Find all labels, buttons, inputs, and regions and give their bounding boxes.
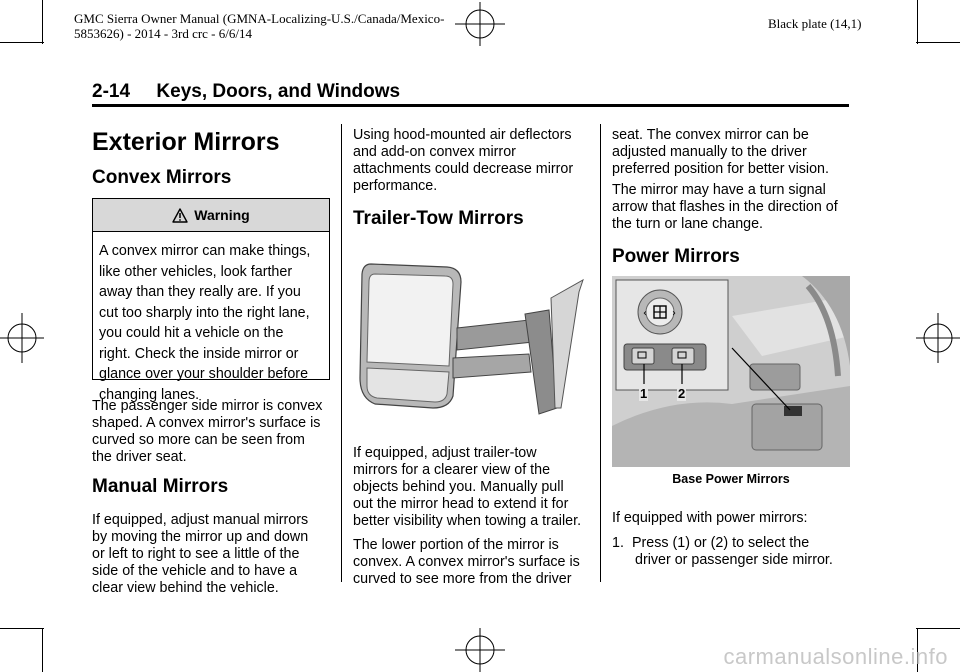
warning-line: changing lanes. xyxy=(99,386,200,403)
text-line: out the mirror head to extend it for xyxy=(353,496,569,512)
text-line: convex. A convex mirror's surface is xyxy=(353,554,580,570)
crop-mark xyxy=(42,0,43,44)
plate-info xyxy=(74,11,444,41)
text-line: by moving the mirror up and down xyxy=(92,529,309,545)
crop-mark xyxy=(42,628,43,672)
page-title: Exterior Mirrors xyxy=(92,128,280,156)
heading-manual-mirrors: Manual Mirrors xyxy=(92,476,229,497)
convex-adjust-paragraph xyxy=(612,127,829,178)
power-mirrors-intro: If equipped with power mirrors: xyxy=(612,510,808,526)
warning-triangle-icon xyxy=(172,208,188,223)
heading-convex-mirrors: Convex Mirrors xyxy=(92,167,232,188)
text-line: If equipped, adjust manual mirrors xyxy=(92,512,309,528)
crop-mark xyxy=(916,42,960,43)
text-line: or left to right to see a little of the xyxy=(92,546,300,562)
text-line: objects behind you. Manually pull xyxy=(353,479,564,495)
warning-line: away than they really are. If you xyxy=(99,284,301,300)
svg-text:›: › xyxy=(672,308,676,319)
plate-line-2: 5853626) - 2014 - 3rd crc - 6/6/14 xyxy=(74,26,252,41)
registration-target-right xyxy=(916,313,960,363)
crop-mark xyxy=(917,0,918,44)
callout-2: 2 xyxy=(678,386,686,401)
warning-line: right. Check the inside mirror or xyxy=(99,345,299,362)
plate-line-1: GMC Sierra Owner Manual (GMNA-Localizing-U.S./Canada/Mexico- xyxy=(74,11,445,26)
figure-caption: Base Power Mirrors xyxy=(672,472,790,486)
turn-signal-paragraph xyxy=(612,182,838,233)
deflector-paragraph xyxy=(353,127,573,195)
trailer-tow-paragraph-1 xyxy=(353,445,581,530)
crop-mark xyxy=(0,628,44,629)
header-rule xyxy=(92,104,849,107)
text-line: the turn or lane change. xyxy=(612,216,764,232)
warning-label: Warning xyxy=(194,207,250,223)
text-line: better visibility when towing a trailer. xyxy=(353,513,582,529)
step-text: Press (1) or (2) to select the xyxy=(632,535,810,551)
text-line: curved so more can be seen from xyxy=(92,432,305,448)
warning-line: cut too sharply into the right lane, xyxy=(99,304,310,321)
text-line: and add-on convex mirror xyxy=(353,144,516,160)
text-line: The lower portion of the mirror is xyxy=(353,537,559,553)
column-divider xyxy=(600,124,601,582)
text-line: arrow that flashes in the direction of xyxy=(612,199,838,215)
warning-header xyxy=(93,199,329,232)
crop-mark xyxy=(916,628,960,629)
text-line: the driver seat. xyxy=(92,449,187,465)
heading-power-mirrors: Power Mirrors xyxy=(612,246,740,267)
convex-paragraph xyxy=(92,398,322,466)
trailer-tow-paragraph-2 xyxy=(353,537,580,588)
warning-text xyxy=(93,232,329,405)
text-line: side of the vehicle and to have a xyxy=(92,563,298,579)
section-header: 2-14 Keys, Doors, and Windows xyxy=(92,81,401,102)
manual-paragraph xyxy=(92,512,308,597)
text-line: Using hood-mounted air deflectors xyxy=(353,127,572,143)
text-line: adjusted manually to the driver xyxy=(612,144,807,160)
text-line: performance. xyxy=(353,178,438,194)
svg-text:‹: ‹ xyxy=(643,308,647,319)
text-line: preferred position for better vision. xyxy=(612,161,829,177)
step-1 xyxy=(612,535,833,569)
text-line: clear view behind the vehicle. xyxy=(92,580,279,596)
watermark: carmanualsonline.info xyxy=(723,644,948,669)
callout-1: 1 xyxy=(640,386,648,401)
warning-box xyxy=(92,198,330,403)
power-mirror-illustration xyxy=(612,276,850,467)
text-line: attachments could decrease mirror xyxy=(353,161,574,177)
crop-mark xyxy=(0,42,44,43)
warning-line: you could hit a vehicle on the xyxy=(99,325,284,341)
warning-line: glance over your shoulder before xyxy=(99,366,309,382)
column-divider xyxy=(341,124,342,582)
trailer-tow-mirror-illustration xyxy=(353,258,589,418)
text-line: If equipped, adjust trailer-tow xyxy=(353,445,537,461)
text-line: seat. The convex mirror can be xyxy=(612,127,809,143)
warning-line: A convex mirror can make things, xyxy=(99,243,311,259)
text-line: mirrors for a clearer view of the xyxy=(353,462,551,478)
step-number: 1. xyxy=(612,535,624,551)
registration-target-left xyxy=(0,313,44,363)
text-line: curved to see more from the driver xyxy=(353,571,572,587)
warning-line: like other vehicles, look farther xyxy=(99,263,293,280)
text-line: The mirror may have a turn signal xyxy=(612,182,826,198)
registration-target-bottom xyxy=(455,628,505,672)
text-line: shaped. A convex mirror's surface is xyxy=(92,415,321,431)
registration-target-top xyxy=(455,2,505,46)
heading-trailer-tow-mirrors: Trailer-Tow Mirrors xyxy=(353,208,524,229)
step-text: driver or passenger side mirror. xyxy=(635,552,833,568)
plate-black: Black plate (14,1) xyxy=(768,16,862,31)
text-line: The passenger side mirror is convex xyxy=(92,398,323,414)
